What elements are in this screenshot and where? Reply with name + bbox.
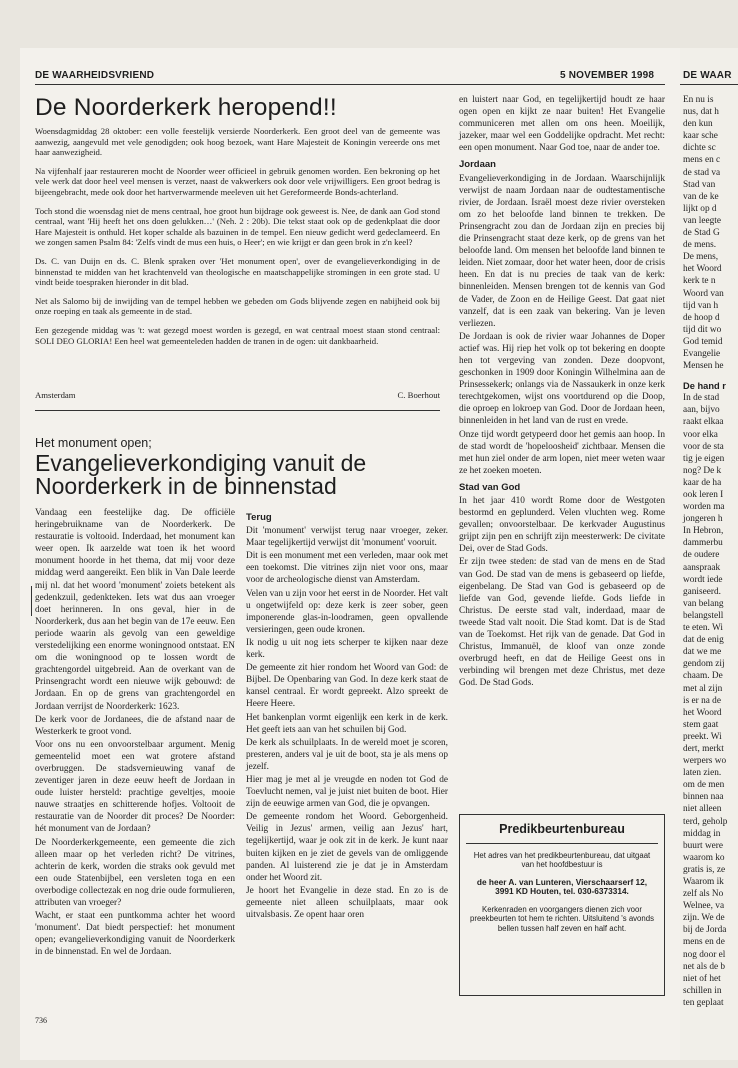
next-page-line: In Hebron,	[683, 526, 724, 537]
article2-kicker: Het monument open;	[35, 436, 152, 450]
next-page-line: Evangelie	[683, 348, 721, 359]
article1-author: C. Boerhout	[397, 390, 440, 400]
paragraph: Je hoort het Evangelie in deze stad. En zo is de gemeente niet alleen schuilplaats, maar ook uitvalsbasis. Ze opent haar oren	[246, 885, 448, 920]
paragraph: Vandaag een feestelijke dag. De officiële heringebruikname van de Noorderkerk. De restauratie is voltooid. Inderdaad, het monument kan weer open. Ik aarzelde wat toen ik het woord monument hoorde in het thema, dat mij voor deze middag werd aangereikt. Een blik in Van Dale leerde mij nl. dat het woord 'monument' zoiets betekent als gedenkzuil, gedenkteken. Iets wat dus aan vroeger doet herinneren. In ons geval, hier in de Noorderkerk, dus aan het begin van de 17e eeuw. Een periode waarin als gevolg van een geweldige verstedelijking een enorme woningnood ontstaat. EN om die woningnood op te lossen wordt de grachtengordel uitgebreid. Aan de overkant van de Prinsengracht wordt een nieuwe wijk gebouwd: de Jordaan. En op de grens van grachtengordel en Jordaan verrijst de Noorderkerk: 1623.	[35, 508, 235, 712]
next-page-line: is er na de	[683, 695, 721, 706]
paragraph: De kerk als schuilplaats. In de wereld moet je scoren, presteren, anders val je uit de boot, sta je als mens op jezelf.	[246, 737, 448, 772]
section-heading: Jordaan	[459, 159, 496, 171]
article2-column-1	[35, 507, 235, 959]
section-heading: Terug	[246, 512, 272, 523]
next-page-line: waarom ko	[683, 852, 725, 863]
next-page-line: net als de b	[683, 961, 726, 972]
next-page-text	[683, 94, 738, 1009]
next-page-line: raakt elkaa	[683, 417, 724, 428]
paragraph: Dit 'monument' verwijst terug naar vroeger, zeker. Maar tegelijkertijd verwijst dit 'monument' vooruit.	[246, 526, 448, 549]
next-page-line: mens en c	[683, 155, 721, 166]
next-page-line: de Stad G	[683, 228, 720, 239]
paragraph: Onze tijd wordt getypeerd door het gemis aan hoop. In de stad wordt de 'hopeloosheid' zichtbaar. Mensen die met hun ziel onder de arm lopen, niet meer weten waar ze het zoeken moeten.	[459, 429, 665, 476]
next-page-line: mens en de	[683, 937, 725, 948]
next-page-rule	[680, 84, 738, 85]
paragraph: Na vijfenhalf jaar restaureren mocht de Noorder weer officieel in gebruik genomen worden. Een bekroning op het vele werk dat door heel veel mensen is verzet, naast de vakwerkers ook door vele vrijwilligers. Een groot bedrag is bijeengebracht, mede ook door het hartverwarmende meeleven uit het Gereformeerde Bonds-achterland.	[35, 165, 440, 197]
next-page-line: tijd dit wo	[683, 324, 722, 335]
box-rule	[466, 843, 658, 844]
paragraph: Dit is een monument met een verleden, maar ook met een toekomst. Die vitrines zijn niet voor ons, maar voor de archeologische dienst van Amsterdam.	[246, 551, 448, 586]
next-page-line: voor elka	[683, 429, 718, 440]
next-page-line: kerk te n	[683, 276, 716, 287]
paragraph: De kerk voor de Jordanees, die de afstand naar de Westerkerk te groot vond.	[35, 714, 235, 737]
next-page-line: Woord van	[683, 288, 724, 299]
next-page-line: ook leren I	[683, 490, 724, 500]
paragraph: De gemeente rondom het Woord. Geborgenheid. Veilig in Jezus' armen, veilig aan Jezus' hart, tegelijkertijd, waar je ook zit in de kerk. Je kunt naar buiten kijken en je ziet de gevels van de omliggende panden. Al luisterend zie je dat je in Amsterdam onder het Woord zit.	[246, 812, 448, 883]
next-page-line: de oudere	[683, 550, 720, 561]
next-page-line: niet alleen	[683, 804, 722, 815]
box-note: Kerkenraden en voorgangers dienen zich voor preekbeurten tot hem te richten. Uitsluitend 's avonds bellen tussen half zeven en half acht.	[470, 904, 654, 933]
next-page-line: aan, bijvo	[683, 405, 720, 416]
next-page-line: worden ma	[683, 502, 725, 513]
next-page-line: gendom zij	[683, 659, 725, 670]
next-page-line: van leegte	[683, 215, 721, 226]
next-page-line: dammerbu	[683, 538, 723, 549]
page-number: 736	[35, 1016, 47, 1025]
paragraph: en luistert naar God, en tegelijkertijd houdt ze haar ogen open en kijkt ze naar buiten! Het Evangelie communiceren met allen om ons heen. Moeilijk, jazeker, maar wel een Goddelijke opdracht. Met recht: een open monument. Naar God toe, naar de ander toe.	[459, 95, 665, 154]
paragraph: Er zijn twee steden: de stad van de mens en de Stad van God. De stad van de mens is gebaseerd op liefde, eigenbelang. De Stad van God is gebaseerd op de liefde van God, gevende liefde. Gods liefde in Christus. De eerste stad valt, inderdaad, maar de tweede Stad valt nooit. Die Stad komt. Dat is de Stad van de Toekomst. Het rijk van de genade. Dat God in Christus, Immanuël, de kloof van onze zonde overbrugd heeft, en dat de Heilige Geest ons in verbinding wil brengen met deze Christus, met deze God. De Stad Gods.	[459, 557, 665, 689]
paragraph: Hier mag je met al je vreugde en noden tot God de Toevlucht nemen, val je juist niet buiten de boot. Hier zijn de eeuwige armen van God, die je opvangen.	[246, 774, 448, 810]
next-page-line: kaar sche	[683, 131, 718, 142]
next-page-line: wordt iede	[683, 574, 723, 585]
next-page-line: En nu is	[683, 95, 714, 105]
box-address: de heer A. van Lunteren, Vierschaarserf 12, 3991 KD Houten, tel. 030-6373314.	[476, 876, 648, 896]
next-page-line: nog? De k	[683, 465, 722, 476]
article2-headline: Evangelieverkondiging vanuit de Noorderkerk in de binnenstad	[35, 450, 367, 499]
next-page-line: van de ke	[683, 191, 719, 202]
next-page-line: de hoop d	[683, 312, 720, 323]
next-page-line: werpers wo	[683, 756, 727, 767]
paragraph: Net als Salomo bij de inwijding van de tempel hebben we gebeden om Gods blijvende zegen en nabijheid ook bij onze roeping en taak als gemeente in de stad.	[35, 295, 440, 317]
next-page-line: voor de sta	[683, 441, 724, 452]
next-page-line: den kun	[683, 119, 713, 130]
next-page-line: met al zijn	[683, 683, 723, 694]
next-page-line: binnen naa	[683, 792, 724, 803]
paragraph: De gemeente zit hier rondom het Woord van God: de Bijbel. De Openbaring van God. In deze kerk staat de kansel centraal. Er wordt gepreekt. Alzo spreekt de Heere Heere.	[246, 663, 448, 710]
next-page-line: aanspraak	[683, 562, 721, 573]
next-page-line: te eten. Wi	[683, 623, 723, 634]
paragraph: Evangelieverkondiging in de Jordaan. Waarschijnlijk verwijst de naam Jordaan naar de oudtestamentische rivier, de Jordaan. Israël moest deze rivier oversteken om zo het beloofde land binnen te trekken. De Prinsengracht zou dan de Jordaan zijn en precies bij die Prinsengracht staat deze kerk, op de grens van het beloofde land. Om mensen het beloofde land binnen te leiden. Niet zomaar, door het water heen, door de crisis heen. En dat is nu precies de taak van de kerk: binnenleiden. Mensen brengen tot de kennis van God de Vader, de Zoon en de Heilige Geest. Dat gaat niet vanzelf, dat is een zaak van bekering. Van je leven verliezen.	[459, 173, 665, 329]
next-page-line: niet of het	[683, 973, 721, 984]
next-page-line: de stad va	[683, 167, 721, 178]
paragraph: De Jordaan is ook de rivier waar Johannes de Doper actief was. Hij riep het volk op tot bekering en doopte hen tot vergeving van zonden. Deze doopvont, geschonken in 1909 door Koningin Wilhelmina aan de Prinsessekerk; onlangs via de Nassaukerk in onze kerk terechtgekomen, wijst ons voortdurend op die Doop, die oproep en lokroep van God. Door de Jordaan heen, binnenleiden in het land van de rust en vrede.	[459, 331, 665, 427]
predikbeurtenbureau-box	[459, 814, 665, 996]
next-page-line: jongeren h	[683, 514, 723, 525]
next-page-line: De hand r	[683, 381, 726, 392]
next-page-line: om de men	[683, 780, 725, 791]
next-page-line: nog door el	[683, 949, 726, 960]
next-page-line: schillen in	[683, 985, 722, 996]
paragraph: Velen van u zijn voor het eerst in de Noorder. Het valt u ongetwijfeld op: deze kerk is zeer sober, geen imponerende glas-in-loodramen, geen opvallende versieringen, geen oude kronen.	[246, 588, 448, 635]
article1-signature	[35, 390, 440, 400]
paragraph: Voor ons nu een onvoorstelbaar argument. Menig gemeentelid moet een wat grotere afstand overbruggen. De stadsvernieuwing vanaf de zeventiger jaren in deze eeuw heeft de Jordaan in oude luister hersteld: prachtige geveltjes, mooie nauwe straatjes en schitterende hofjes. Voltooit de restauratie van de Noorder dit proces? De Noorder: hét monument van de Jordaan?	[35, 739, 235, 835]
next-page-line: dat de enig	[683, 635, 724, 646]
next-page-line: Mensen he	[683, 361, 724, 372]
article1-rule	[35, 410, 440, 411]
paragraph: Wacht, er staat een puntkomma achter het woord 'monument'. Dat biedt perspectief: het monument open; evangelieverkondiging vanuit de Noorderkerk in de binnenstad. En wel de Jordaan.	[35, 911, 235, 958]
next-page-line: zijn. We de	[683, 913, 725, 924]
paragraph: Woensdagmiddag 28 oktober: een volle feestelijk versierde Noorderkerk. Een groot deel van de gemeente was aanwezig, aangevuld met vele genodigden; ook hoog bezoek, want Hare Majesteit de Koningin vereerde ons met haar aanwezigheid.	[35, 126, 440, 158]
box-intro: Het adres van het predikbeurtenbureau, dat uitgaat van het hoofdbestuur is	[473, 850, 651, 869]
next-page-line: de mens.	[683, 240, 717, 251]
next-page-line: bij de Jorda	[683, 925, 727, 936]
next-page-line: Stad van	[683, 179, 716, 190]
next-page-edge	[680, 48, 738, 1060]
paragraph: In het jaar 410 wordt Rome door de Westgoten bestormd en geplunderd. Velen vluchten weg. Rome gevallen; onvoorstelbaar. De kerkvader Augustinus grijpt zijn pen en schrijft zijn meesterwerk: De civitate Dei, over de Stad Gods.	[459, 496, 665, 555]
paragraph: Toch stond die woensdag niet de mens centraal, hoe groot hun bijdrage ook geweest is. Nee, de dank aan God stond centraal, want 'Hij heeft het ons doen gelukken…' (Neh. 2 : 20b). Die tekst staat ook op de gedenkplaat die door Hare Majesteit is onthuld. Het koper schalde als bazuinen in de tempel. Een nieuw gedicht werd gedeclameerd. En we zongen samen Psalm 84: 'Zelfs vindt de mus een huis, o Heer'; en wie krijgt er dan geen brok in z'n keel?	[35, 205, 440, 248]
article1-body	[35, 126, 440, 354]
paragraph: Een gezegende middag was 't: wat gezegd moest worden is gezegd, en wat centraal moest staan stond centraal: SOLI DEO GLORIA! Een heel wat gemeenteleden hadden de tranen in de ogen: uit dankbaarheid.	[35, 324, 440, 346]
section-heading: Stad van God	[459, 481, 521, 493]
next-page-line: tig je eigen	[683, 453, 725, 464]
next-page-line: God temid	[683, 336, 723, 347]
next-page-line: dert, merkt	[683, 743, 724, 754]
next-page-line: belangstell	[683, 610, 724, 621]
next-page-line: stem gaat	[683, 719, 719, 730]
next-page-publication: DE WAAR	[683, 70, 732, 81]
next-page-line: terd, geholp	[683, 816, 728, 827]
article1-title: De Noorderkerk heropend!!	[35, 94, 337, 121]
next-page-line: nus, dat h	[683, 107, 719, 118]
publication-name: DE WAARHEIDSVRIEND	[35, 70, 155, 81]
box-title: Predikbeurtenbureau	[499, 822, 625, 836]
next-page-line: ten geplaat	[683, 997, 724, 1008]
paragraph: Ik nodig u uit nog iets scherper te kijken naar deze kerk.	[246, 637, 448, 661]
next-page-line: buurt were	[683, 840, 724, 851]
next-page-line: lijkt op d	[683, 203, 717, 214]
next-page-line: Welnee, va	[683, 901, 725, 912]
next-page-line: preekt. Wi	[683, 731, 722, 742]
next-page-line: ganiseerd.	[683, 586, 721, 597]
next-page-line: het Woord	[683, 707, 722, 718]
next-page-line: dichte sc	[683, 143, 716, 154]
next-page-line: middag in	[683, 828, 721, 839]
next-page-line: gratis is, ze	[683, 864, 726, 875]
paragraph: De Noorderkerkgemeente, een gemeente die zich alleen maar op het verleden richt? De vitrines, achterin de kerk, worden die straks ook gevuld met een oude Statenbijbel, een versleten toga en een overbodige collectezak en nog drie oude formulieren, attributen van vroeger?	[35, 837, 235, 908]
next-page-line: chaam. De	[683, 671, 723, 682]
next-page-line: tijd van h	[683, 300, 719, 311]
article2-column-3	[459, 94, 665, 691]
next-page-line: het Woord	[683, 264, 722, 275]
article2-column-2	[246, 507, 448, 922]
next-page-line: In de stad	[683, 393, 720, 404]
next-page-line: laten zien.	[683, 768, 722, 779]
issue-date: 5 NOVEMBER 1998	[560, 70, 655, 81]
header-rule	[35, 84, 665, 85]
paragraph: Ds. C. van Duijn en ds. C. Blenk spraken over 'Het monument open', over de evangelieverkondiging in de binnenstad te midden van het krachtenveld van theologische en maatschappelijke stromingen in een grote stad. U vindt beide toespraken hieronder in dit blad.	[35, 255, 440, 288]
next-page-line: De mens,	[683, 252, 719, 263]
next-page-line: zelf als No	[683, 889, 724, 900]
next-page-line: van belang	[683, 598, 724, 609]
article1-place: Amsterdam	[35, 390, 76, 400]
margin-mark	[31, 586, 32, 616]
next-page-line: Waarom ik	[683, 877, 724, 887]
paragraph: Het bankenplan vormt eigenlijk een kerk in de kerk. Het geeft iets aan van het schuilen bij God.	[246, 712, 448, 735]
next-page-line: dat we me	[683, 647, 722, 658]
next-page-line: kaar de ha	[683, 477, 722, 488]
